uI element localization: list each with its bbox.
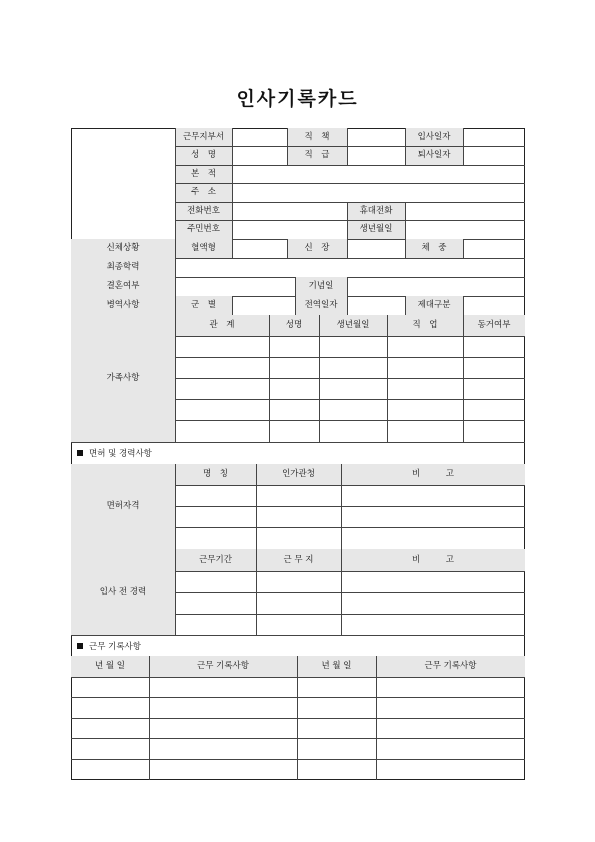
label-join-date: 입사일자 (417, 131, 451, 142)
license-cell[interactable] (175, 506, 256, 527)
career-cell[interactable] (256, 571, 341, 592)
work-record-cell[interactable] (71, 697, 149, 718)
family-cell[interactable] (463, 357, 525, 378)
section-license-heading (77, 442, 152, 464)
label-dept: 근무지부서 (182, 131, 225, 142)
work-record-cell[interactable] (297, 759, 376, 780)
career-cell[interactable] (175, 571, 256, 592)
family-cell[interactable] (175, 420, 269, 442)
label-blood-type: 혈액형 (191, 243, 216, 254)
label-education: 최종학력 (106, 262, 140, 273)
family-column-header: 관 계 (209, 320, 235, 331)
career-cell[interactable] (175, 614, 256, 635)
label-rank: 직 급 (304, 150, 330, 161)
section-license-heading-text: 면허 및 경력사항 (89, 449, 152, 459)
square-bullet-icon (77, 450, 83, 456)
license-cell[interactable] (175, 527, 256, 549)
field-mobile[interactable] (405, 202, 525, 220)
work-record-cell[interactable] (71, 677, 149, 697)
license-cell[interactable] (341, 527, 525, 549)
family-column-header: 동거여부 (477, 320, 511, 331)
license-column-header: 비 고 (412, 469, 454, 480)
work-record-cell[interactable] (297, 738, 376, 759)
career-cell[interactable] (256, 592, 341, 614)
label-anniversary: 기념일 (308, 281, 334, 292)
work-record-cell[interactable] (376, 677, 525, 697)
label-resident-no: 주민번호 (187, 224, 220, 235)
family-column-header: 직 업 (412, 320, 438, 331)
field-anniversary[interactable] (347, 277, 525, 296)
field-rank[interactable] (347, 146, 405, 165)
family-cell[interactable] (319, 357, 387, 378)
work-record-cell[interactable] (149, 718, 297, 738)
field-height[interactable] (347, 239, 405, 258)
family-cell[interactable] (387, 357, 463, 378)
license-column-header: 명 칭 (203, 469, 228, 480)
work-record-cell[interactable] (71, 738, 149, 759)
label-body-info: 신체상황 (106, 243, 140, 254)
family-cell[interactable] (319, 336, 387, 357)
label-mobile: 휴대전화 (359, 205, 393, 216)
family-column-header: 생년월일 (336, 320, 370, 331)
career-cell[interactable] (341, 571, 525, 592)
work-record-cell[interactable] (149, 759, 297, 780)
license-cell[interactable] (175, 485, 256, 506)
work-record-cell[interactable] (297, 718, 376, 738)
label-height: 신 장 (304, 243, 330, 254)
license-column-header: 인가관청 (282, 469, 315, 480)
work-record-column-header: 근무 기록사항 (424, 661, 477, 672)
career-column-header: 근 무 지 (283, 554, 314, 565)
field-education[interactable] (175, 258, 525, 277)
field-dept[interactable] (232, 128, 287, 146)
field-address[interactable] (232, 183, 525, 202)
label-phone: 전화번호 (187, 205, 220, 216)
work-record-cell[interactable] (297, 677, 376, 697)
work-record-cell[interactable] (297, 697, 376, 718)
career-cell[interactable] (175, 592, 256, 614)
family-cell[interactable] (319, 378, 387, 399)
family-cell[interactable] (463, 378, 525, 399)
label-license: 면허자격 (106, 501, 140, 512)
label-leave-date: 퇴사일자 (417, 150, 451, 161)
label-military: 병역사항 (106, 300, 140, 311)
label-weight: 체 중 (421, 243, 447, 254)
work-record-column-header: 근무 기록사항 (197, 661, 249, 672)
family-column-header: 성명 (285, 320, 303, 331)
label-family: 가족사항 (106, 373, 140, 384)
label-discharge-type: 제대구분 (417, 300, 451, 311)
family-cell[interactable] (463, 336, 525, 357)
family-cell[interactable] (269, 399, 319, 420)
work-record-cell[interactable] (149, 677, 297, 697)
work-record-cell[interactable] (376, 759, 525, 780)
label-career: 입사 전 경력 (99, 586, 147, 597)
work-record-column-header: 년 월 일 (94, 661, 126, 672)
field-join-date[interactable] (463, 128, 525, 146)
family-cell[interactable] (269, 357, 319, 378)
family-cell[interactable] (387, 336, 463, 357)
page-title: 인사기록카드 (236, 88, 359, 110)
work-record-cell[interactable] (376, 718, 525, 738)
license-cell[interactable] (341, 506, 525, 527)
career-column-header: 근무기간 (199, 554, 232, 565)
field-military-branch[interactable] (232, 296, 295, 315)
field-leave-date[interactable] (463, 146, 525, 165)
career-cell[interactable] (341, 614, 525, 635)
career-cell[interactable] (341, 592, 525, 614)
field-name[interactable] (232, 146, 287, 165)
family-cell[interactable] (319, 399, 387, 420)
work-record-cell[interactable] (71, 759, 149, 780)
family-cell[interactable] (175, 378, 269, 399)
field-phone[interactable] (232, 202, 347, 220)
label-military-branch: 군 별 (191, 300, 216, 311)
field-marriage[interactable] (175, 277, 295, 296)
family-cell[interactable] (319, 420, 387, 442)
field-discharge-type[interactable] (463, 296, 525, 315)
field-discharge-date[interactable] (347, 296, 405, 315)
work-record-column-header: 년 월 일 (321, 661, 352, 672)
family-cell[interactable] (269, 378, 319, 399)
label-duty: 직 책 (304, 131, 330, 142)
work-record-cell[interactable] (376, 697, 525, 718)
field-birth-date[interactable] (405, 220, 525, 239)
field-duty[interactable] (347, 128, 405, 146)
work-record-cell[interactable] (149, 738, 297, 759)
license-cell[interactable] (256, 527, 341, 549)
label-marriage: 결혼여부 (106, 281, 140, 292)
license-cell[interactable] (341, 485, 525, 506)
field-domicile[interactable] (232, 165, 525, 183)
license-cell[interactable] (256, 485, 341, 506)
field-blood-type[interactable] (232, 239, 287, 258)
label-discharge-date: 전역일자 (304, 300, 338, 311)
career-cell[interactable] (256, 614, 341, 635)
work-record-cell[interactable] (149, 697, 297, 718)
label-address: 주 소 (191, 187, 216, 198)
field-resident-no[interactable] (232, 220, 347, 239)
license-cell[interactable] (256, 506, 341, 527)
family-cell[interactable] (463, 420, 525, 442)
family-cell[interactable] (387, 378, 463, 399)
family-cell[interactable] (387, 399, 463, 420)
family-cell[interactable] (387, 420, 463, 442)
family-cell[interactable] (175, 336, 269, 357)
field-weight[interactable] (463, 239, 525, 258)
family-cell[interactable] (175, 399, 269, 420)
work-record-cell[interactable] (71, 718, 149, 738)
family-cell[interactable] (269, 420, 319, 442)
square-bullet-icon (77, 643, 83, 649)
career-column-header: 비 고 (412, 554, 454, 565)
label-name: 성 명 (191, 150, 216, 161)
section-work-record-heading (77, 635, 141, 656)
family-cell[interactable] (175, 357, 269, 378)
family-cell[interactable] (269, 336, 319, 357)
label-birth-date: 생년월일 (359, 224, 393, 235)
family-cell[interactable] (463, 399, 525, 420)
section-work-record-heading-text: 근무 기록사항 (89, 641, 141, 652)
photo-box[interactable] (71, 128, 175, 239)
label-domicile: 본 적 (191, 168, 216, 179)
work-record-cell[interactable] (376, 738, 525, 759)
